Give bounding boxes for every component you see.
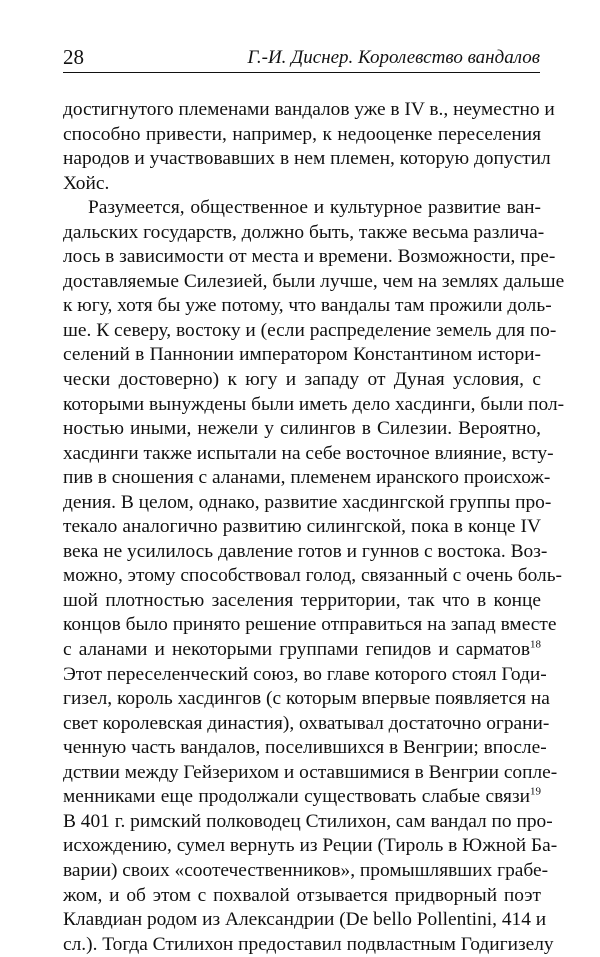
- text-line: текало аналогично развитию силингской, пока в конце IV: [63, 516, 541, 538]
- text-line: лось в зависимости от места и времени. Возможности, пре-: [63, 246, 556, 268]
- text-line: Хойс.: [63, 172, 110, 194]
- paragraph-1: [63, 98, 555, 196]
- text-line-with-footnote: [63, 638, 541, 663]
- text-line: к югу, хотя бы уже потому, что вандалы там прожили доль-: [63, 295, 552, 317]
- text-line: пив в сношения с аланами, племенем иранского происхож-: [63, 467, 551, 489]
- text-line: свет королевская династия), охватывал достаточно ограни-: [63, 712, 550, 734]
- text-line: В 401 г. римский полководец Стилихон, сам вандал по про-: [63, 810, 553, 832]
- text-line: можно, этому способствовал голод, связанный с очень боль-: [63, 565, 562, 587]
- text-line: дствии между Гейзерихом и оставшимися в Венгрии сопле-: [63, 761, 558, 783]
- paragraph-2: [63, 196, 565, 957]
- text-line: варии) своих «соотечественников», промышлявших грабе-: [63, 859, 549, 881]
- text-line: века не усилилось давление готов и гуннов с востока. Воз-: [63, 540, 548, 562]
- text-line: чески достоверно) к югу и западу от Дуная условия, с: [63, 369, 541, 391]
- text-line: Разумеется, общественное и культурное развитие ван-: [88, 197, 541, 219]
- text-line: ше. К северу, востоку и (если распределение земель для по-: [63, 319, 557, 341]
- text-line: Этот переселенческий союз, во главе которого стоял Годи-: [63, 663, 547, 685]
- text-line: селений в Паннонии императором Константином истори-: [63, 344, 541, 366]
- running-title: Г.-И. Диснер. Королевство вандалов: [247, 47, 540, 68]
- text-line-with-footnote: [63, 785, 541, 810]
- text-line: которыми вынуждены были иметь дело хасдинги, были пол-: [63, 393, 565, 415]
- text-line: доставляемые Силезией, были лучше, чем на землях дальше: [63, 270, 565, 292]
- text-line: ченную часть вандалов, поселившихся в Венгрии; впосле-: [63, 737, 547, 759]
- text-line: народов и участвовавших в нем племен, которую допустил: [63, 148, 551, 170]
- text-line: жом, и об этом с похвалой отзывается придворный поэт: [63, 884, 541, 906]
- line-text: с аланами и некоторыми группами гепидов и сарматов: [63, 639, 530, 661]
- text-line: исхождению, сумел вернуть из Реции (Тироль в Южной Ба-: [63, 835, 558, 857]
- text-line: хасдинги также испытали на себе восточное влияние, всту-: [63, 442, 554, 464]
- text-line: достигнутого племенами вандалов уже в IV в., неуместно и: [63, 99, 555, 120]
- footnote-ref-18[interactable]: 18: [530, 638, 541, 651]
- footnote-ref-19[interactable]: 19: [530, 785, 541, 798]
- page-number: 28: [63, 45, 84, 69]
- text-line: дальских государств, должно быть, также весьма различа-: [63, 221, 545, 243]
- text-line: шой плотностью заселения территории, так что в конце: [63, 589, 541, 611]
- text-line: ностью иными, нежели у силингов в Силезии. Вероятно,: [63, 418, 541, 440]
- text-line: концов было принято решение отправиться на запад вместе: [63, 614, 557, 636]
- line-text: менниками еще продолжали существовать слабые связи: [63, 786, 530, 808]
- text-line: дения. В целом, однако, развитие хасдингской группы про-: [63, 491, 552, 513]
- text-line: способно привести, например, к недооценке переселения: [63, 123, 541, 145]
- text-line: Клавдиан родом из Александрии (De bello Pollentini, 414 и: [63, 909, 547, 931]
- text-line: гизел, король хасдингов (с которым впервые появляется на: [63, 688, 550, 710]
- running-header: [63, 44, 540, 72]
- text-line: сл.). Тогда Стилихон предоставил подвластным Годигизелу: [63, 933, 554, 955]
- header-rule: [63, 72, 540, 73]
- body-text: [63, 98, 565, 957]
